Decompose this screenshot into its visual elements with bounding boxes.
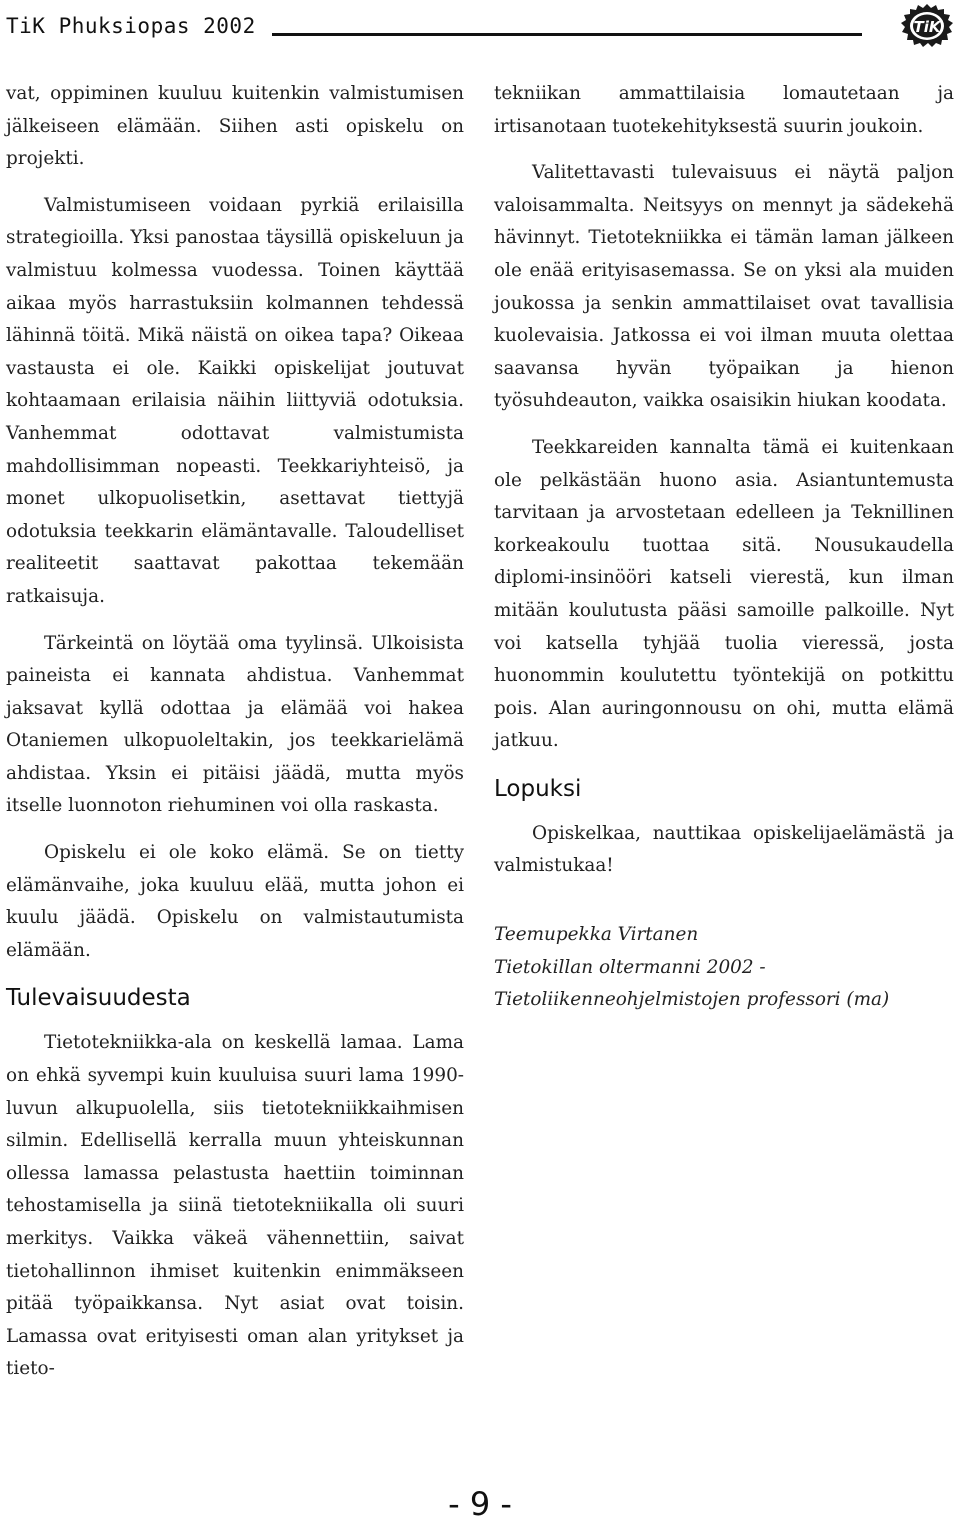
paragraph: vat, oppiminen kuuluu kuitenkin valmistumisen jälkeiseen elämään. Siihen asti opiskelu on projekti. bbox=[6, 83, 464, 170]
paragraph: Opiskelu ei ole koko elämä. Se on tietty elämänvaihe, joka kuuluu elää, mutta johon ei kuulu jäädä. Opiskelu on valmistautumista elämään. bbox=[6, 842, 464, 961]
paragraph: Valmistumiseen voidaan pyrkiä erilaisilla strategioilla. Yksi panostaa täysillä opiskeluun ja valmistuu kolmessa vuodessa. Toinen käyttää aikaa myös harrastuksiin kolmannen tehdessä lähinnä töitä. Mikä näistä on oikea tapa? Oikeaa vastausta ei ole. Kaikki opiskelijat joutuvat kohtaamaan erilaisia näihin liittyviä odotuksia. Vanhemmat odottavat valmistumista mahdollisimman nopeasti. Teekkariyhteisö, ja monet ulkopuolisetkin, asettavat tiettyjä odotuksia teekkarin elämäntavalle. Taloudelliset realiteetit saattavat pakottaa tekemään ratkaisuja. bbox=[6, 194, 464, 607]
paragraph: Opiskelkaa, nauttikaa opiskelijaelämästä ja valmistukaa! bbox=[494, 822, 954, 877]
paragraph: tekniikan ammattilaisia lomautetaan ja irtisanotaan tuotekehityksestä suurin joukoin. bbox=[494, 83, 954, 137]
paragraph: Valitettavasti tulevaisuus ei näytä paljon valoisammalta. Neitsyys on mennyt ja sädekehä hävinnyt. Tietotekniikka ei tämän laman jälkeen ole enää erityisasemassa. Se on yksi ala muiden joukossa ja senkin ammattilaiset ovat tavallisia kuolevaisia. Jatkossa ei voi ilman muuta olettaa saavansa hyvän työpaikan ja hienon työsuhdeauton, vaikka osaisikin hiukan koodata. bbox=[494, 162, 954, 412]
page-header bbox=[0, 0, 960, 56]
author-role: Tietokillan oltermanni 2002 - bbox=[494, 956, 766, 978]
left-column bbox=[6, 78, 464, 1386]
publication-title: TiK Phuksiopas 2002 bbox=[6, 14, 256, 38]
author-name: Teemupekka Virtanen bbox=[494, 924, 699, 946]
section-heading: Tulevaisuudesta bbox=[6, 985, 191, 1012]
paragraph: Tietotekniikka-ala on keskellä lamaa. Lama on ehkä syvempi kuin kuuluisa suuri lama 1990-luvun alkupuolella, siis tietotekniikkaihmisen silmin. Edellisellä kerralla muun yhteiskunnan ollessa lamassa pelastusta haettiin toiminnan tehostamisella ja siinä tietotekniikalla oli suuri merkitys. Vaikka väkeä vähennettiin, saivat tietohallinnon ihmiset kuitenkin enimmäkseen pitää työpaikkansa. Nyt asiat ovat toisin. Lamassa ovat erityisesti oman alan yritykset ja tieto- bbox=[6, 1032, 464, 1380]
page-number: - 9 - bbox=[448, 1485, 512, 1523]
author-role: Tietoliikenneohjelmistojen professori (ma) bbox=[494, 989, 890, 1011]
signature-block bbox=[494, 919, 954, 1017]
paragraph: Tärkeintä on löytää oma tyylinsä. Ulkoisista paineista ei kannata ahdistua. Vanhemmat jaksavat kyllä odottaa ja elämää voi hakea Otaniemen ulkopuoleltakin, jos teekkarielämä ahdistaa. Yksin ei pitäisi jäädä, mutta myös itselle luonnoton riehuminen voi olla raskasta. bbox=[6, 632, 464, 817]
tik-logo-icon bbox=[900, 2, 954, 48]
section-heading: Lopuksi bbox=[494, 775, 582, 802]
right-column bbox=[494, 78, 954, 1017]
logo-text: TiK bbox=[913, 18, 941, 36]
paragraph: Teekkareiden kannalta tämä ei kuitenkaan ole pelkästään huono asia. Asiantuntemusta tarvitaan ja arvostetaan edelleen ja Teknillinen korkeakoulu tuottaa sitä. Nousukaudella diplomi-insinööri katseli vierestä, kun ilman mitään koulutusta pääsi samoille palkoille. Nyt voi katsella tyhjää tuolia vieressä, josta huonommin koulutettu työntekijä on potkittu pois. Alan auringonnousu on ohi, mutta elämä jatkuu. bbox=[494, 436, 954, 752]
header-rule bbox=[272, 33, 862, 36]
